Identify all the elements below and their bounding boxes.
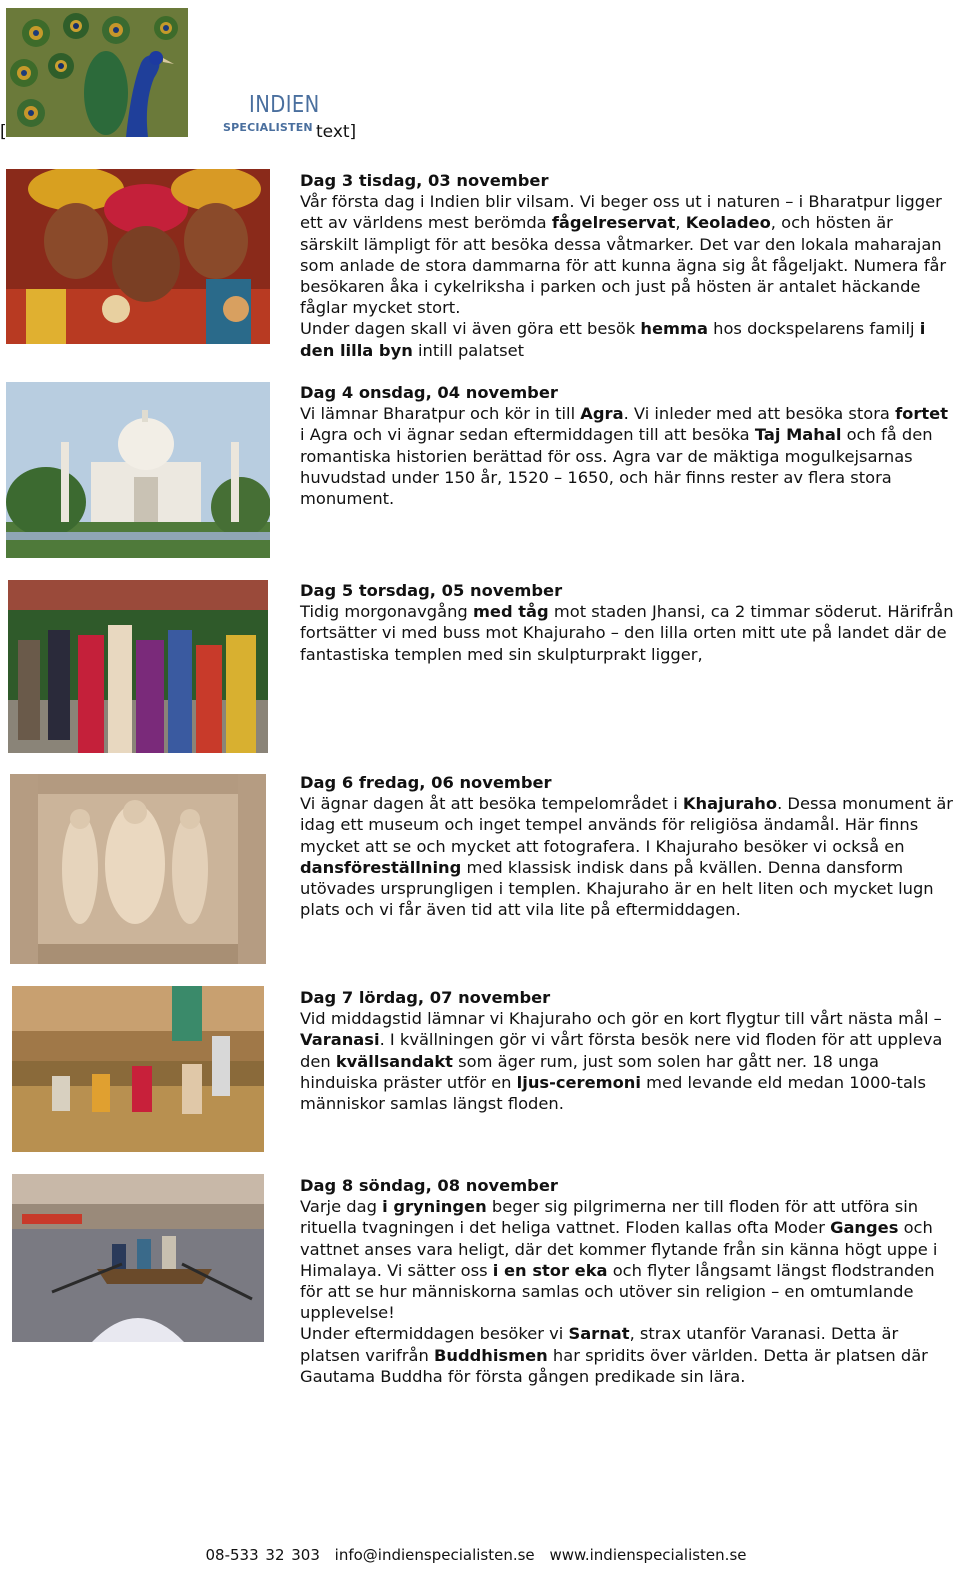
day-body [300, 793, 955, 920]
peacock-photo [6, 8, 188, 137]
paragraph: Vår första dag i Indien blir vilsam. Vi beger oss ut i naturen – i Bharatpur ligger ett av världens mest berömda fågelreservat, Keoladeo, och hösten är särskilt lämpligt för att besöka dessa våtmarker. Det var den lokala maharajan som anlade de stora dammarna för att kunna ägna sig åt fågeljakt. Numera får besökaren åka i cykelriksha i parken och just på hösten är antalet häckande fåglar mycket stort. [300, 192, 947, 318]
day-6 [300, 772, 955, 920]
crowd-photo [8, 580, 268, 753]
paragraph: Under dagen skall vi även göra ett besök hemma hos dockspelarens familj i den lilla byn intill palatset [300, 319, 926, 360]
ganges-boat-photo [12, 1174, 264, 1342]
day-title: Dag 7 lördag, 07 november [300, 988, 551, 1007]
footer-email-link[interactable]: info@indienspecialisten.se [334, 1546, 535, 1564]
day-7 [300, 987, 955, 1114]
logo-title: INDIEN [249, 92, 320, 118]
paragraph: Under eftermiddagen besöker vi Sarnat, strax utanför Varanasi. Detta är platsen varifrån Buddhismen har spridits över världen. Detta är platsen där Gautama Buddha för första gången predikade sin lära. [300, 1324, 928, 1386]
footer-website-link[interactable]: www.indienspecialisten.se [549, 1546, 747, 1564]
day-body [300, 601, 955, 665]
paragraph: Tidig morgonavgång med tåg mot staden Jhansi, ca 2 timmar söderut. Härifrån fortsätter vi med buss mot Khajuraho – den lilla orten mitt ute på landet där de fantastiska templen med sin skulpturprakt ligger, [300, 602, 954, 664]
bracket-left: [ [0, 122, 7, 142]
day-title: Dag 3 tisdag, 03 november [300, 171, 549, 190]
day-3 [300, 170, 955, 361]
footer-contact [0, 1546, 960, 1564]
day-body [300, 403, 955, 509]
puppeteers-photo [6, 169, 270, 344]
day-title: Dag 5 torsdag, 05 november [300, 581, 563, 600]
day-body [300, 1008, 955, 1114]
placeholder-text: text] [316, 122, 357, 142]
day-body [300, 1196, 955, 1387]
footer-phone: 08-533 32 303 [205, 1546, 320, 1564]
taj-mahal-photo [6, 382, 270, 558]
logo-subtitle: SPECIALISTEN [223, 121, 313, 134]
paragraph: Vi ägnar dagen åt att besöka tempelområdet i Khajuraho. Dessa monument är idag ett museum och inget tempel används för religiösa ändamål. Här finns mycket att se och mycket att fotografera. I Khajuraho besöker vi också en dansföreställning med klassisk indisk dans på kvällen. Denna dansform utövades ursprungligen i templen. Khajuraho är en helt liten och mycket lugn plats och vi får även tid att vila lite på eftermiddagen. [300, 794, 953, 920]
day-body [300, 191, 955, 361]
day-title: Dag 8 söndag, 08 november [300, 1176, 558, 1195]
temple-sculpture-photo [10, 774, 266, 964]
day-4 [300, 382, 955, 509]
paragraph: Vid middagstid lämnar vi Khajuraho och gör en kort flygtur till vårt nästa mål – Varanasi. I kvällningen gör vi vårt första besök nere vid floden för att uppleva den kvällsandakt som äger rum, just som solen har gått ner. 18 unga hinduiska präster utför en ljus-ceremoni med levande eld medan 1000-tals människor samlas längst floden. [300, 1009, 943, 1114]
day-8 [300, 1175, 955, 1387]
day-title: Dag 4 onsdag, 04 november [300, 383, 558, 402]
paragraph: Varje dag i gryningen beger sig pilgrimerna ner till floden för att utföra sin rituella tvagningen i det heliga vattnet. Floden kallas ofta Moder Ganges och vattnet anses vara heligt, där det kommer flytande från sin känna högt uppe i Himalaya. Vi sätter oss i en stor eka och flyter långsamt längst flodstranden för att se hur människorna samlas och utöver sin religion – en omtumlande upplevelse! [300, 1197, 938, 1323]
ghat-evening-photo [12, 986, 264, 1152]
paragraph: Vi lämnar Bharatpur och kör in till Agra. Vi inleder med att besöka stora fortet i Agra och vi ägnar sedan eftermiddagen till att besöka Taj Mahal och få den romantiska historien berättad för oss. Agra var de mäktiga mogulkejsarnas huvudstad under 150 år, 1520 – 1650, och här finns rester av flera stora monument. [300, 404, 948, 509]
day-5 [300, 580, 955, 665]
day-title: Dag 6 fredag, 06 november [300, 773, 552, 792]
